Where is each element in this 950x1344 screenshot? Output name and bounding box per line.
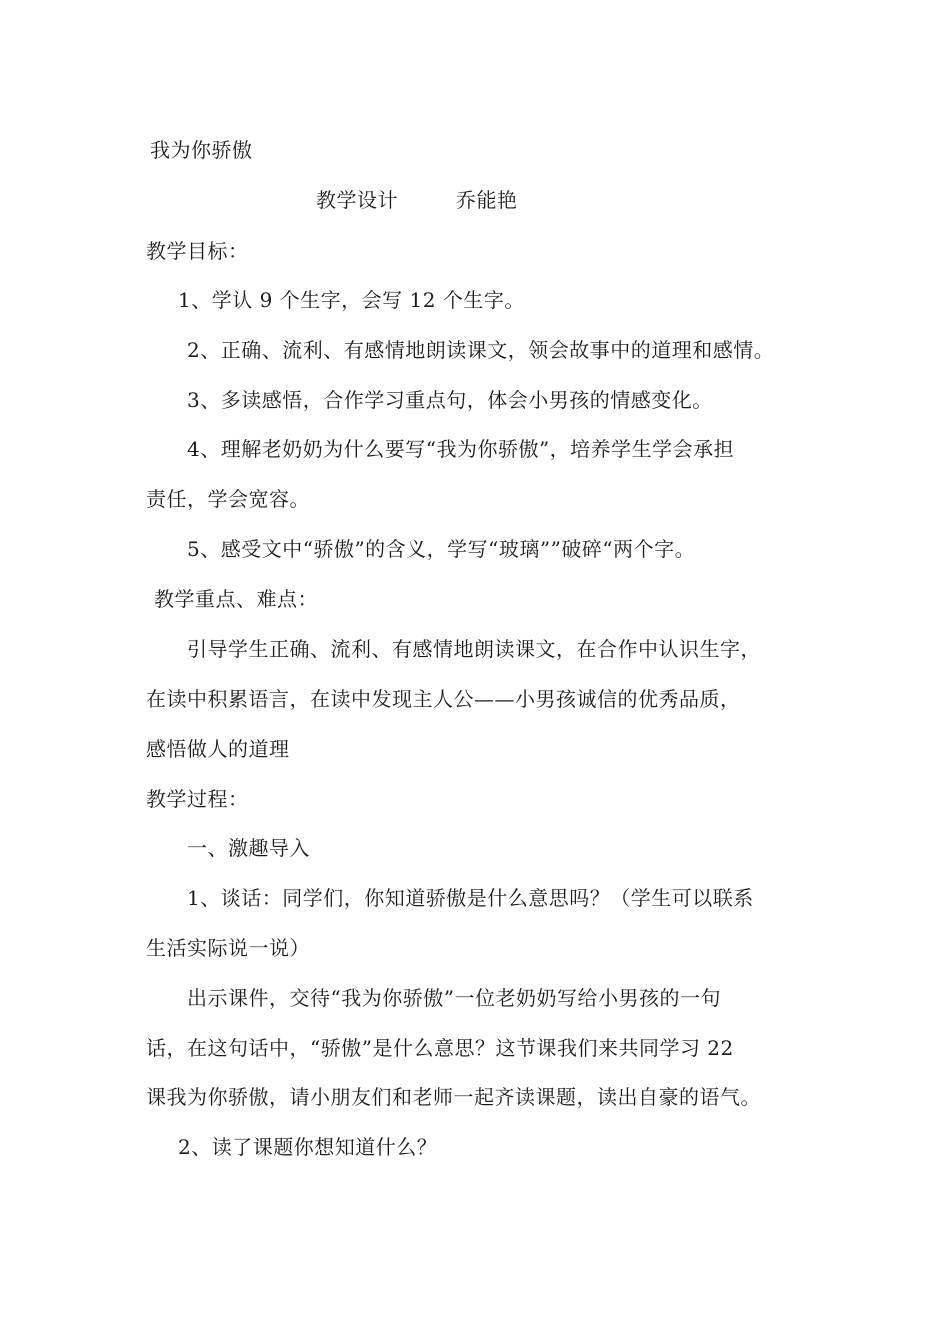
objective-item: 4、理解老奶奶为什么要写“我为你骄傲”，培养学生学会承担 (187, 437, 735, 461)
objective-item: 1、学认 9 个生字，会写 12 个生字。 (178, 288, 525, 312)
objective-item: 3、多读感悟，合作学习重点句，体会小男孩的情感变化。 (187, 388, 713, 412)
keypoints-heading: 教学重点、难点： (154, 587, 318, 611)
process-paragraph-line: 出示课件，交待“我为你骄傲”一位老奶奶写给小男孩的一句 (187, 986, 721, 1010)
keypoints-paragraph-line: 引导学生正确、流利、有感情地朗读课文，在合作中认识生字， (187, 637, 761, 661)
author-name: 乔能艳 (456, 188, 518, 212)
process-paragraph-line: 话，在这句话中，“骄傲”是什么意思？这节课我们来共同学习 22 (146, 1036, 734, 1060)
objective-item-continued: 责任，学会宽容。 (146, 487, 310, 511)
document-title: 我为你骄傲 (150, 138, 253, 162)
process-paragraph-line: 1、谈话：同学们，你知道骄傲是什么意思吗？（学生可以联系 (187, 886, 754, 910)
process-paragraph-line: 2、读了课题你想知道什么？ (178, 1135, 438, 1159)
objective-item: 2、正确、流利、有感情地朗读课文，领会故事中的道理和感情。 (187, 338, 775, 362)
subtitle-label: 教学设计 (316, 188, 398, 212)
objective-item: 5、感受文中“骄傲”的含义，学写“玻璃””破碎“两个字。 (187, 537, 696, 561)
keypoints-paragraph-line: 感悟做人的道理 (146, 737, 290, 761)
document-subtitle (316, 186, 518, 214)
process-paragraph-line: 生活实际说一说） (146, 936, 310, 960)
process-section-title: 一、激趣导入 (187, 836, 310, 860)
process-heading: 教学过程： (146, 787, 249, 811)
keypoints-paragraph-line: 在读中积累语言，在读中发现主人公——小男孩诚信的优秀品质， (146, 687, 741, 711)
objectives-heading: 教学目标： (146, 239, 249, 263)
process-paragraph-line: 课我为你骄傲，请小朋友们和老师一起齐读课题，读出自豪的语气。 (146, 1085, 761, 1109)
